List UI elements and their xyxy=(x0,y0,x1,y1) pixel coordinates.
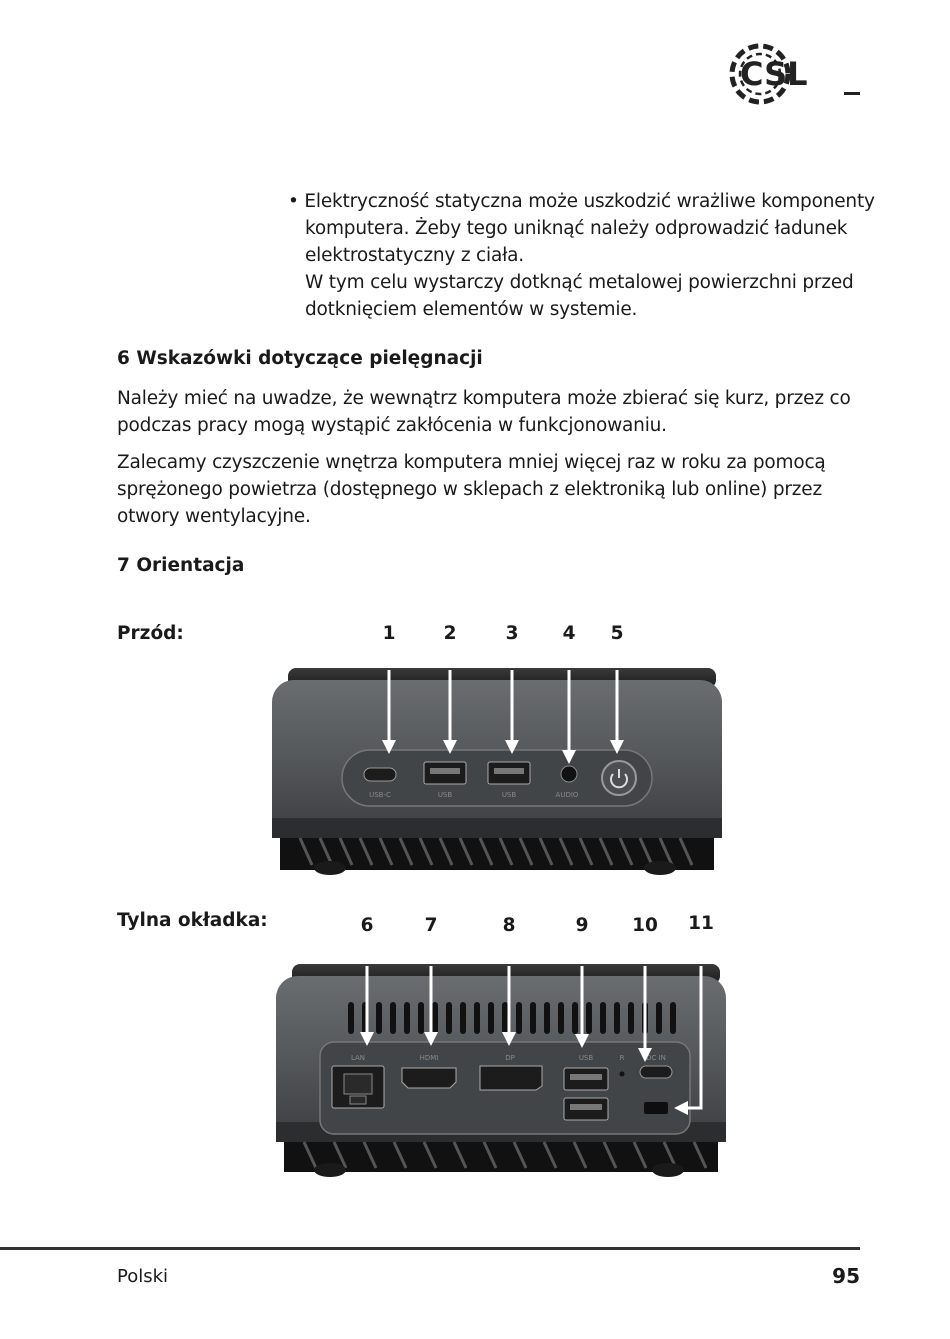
foot xyxy=(314,1163,346,1177)
static-electricity-note xyxy=(288,188,888,323)
csl-logo xyxy=(726,40,866,108)
dc-in-port xyxy=(640,1066,672,1078)
port-label: DP xyxy=(505,1054,515,1062)
para-line: Zalecamy czyszczenie wnętrza komputera mniej więcej raz w roku za pomocą xyxy=(117,452,826,473)
page-number: 95 xyxy=(832,1264,860,1288)
callout-number: 7 xyxy=(424,915,438,936)
back-label: Tylna okładka: xyxy=(117,910,268,931)
note-line: • Elektryczność statyczna może uszkodzić wrażliwe komponenty xyxy=(288,191,875,212)
front-label: Przód: xyxy=(117,623,184,644)
foot xyxy=(314,861,346,875)
footer-divider xyxy=(0,1247,860,1250)
section-6-heading: 6 Wskazówki dotyczące pielęgnacji xyxy=(117,348,483,369)
callout-number: 4 xyxy=(562,623,576,644)
note-line: dotknięciem elementów w systemie. xyxy=(305,299,638,320)
port-label: R xyxy=(619,1054,625,1062)
port-label: USB-C xyxy=(369,791,391,799)
port-label: USB xyxy=(437,791,453,799)
callout-number: 10 xyxy=(632,915,658,936)
port-label: LAN xyxy=(350,1054,366,1062)
port-label: AUDIO xyxy=(555,791,579,799)
callout-number: 9 xyxy=(575,915,589,936)
kensington-lock xyxy=(644,1102,668,1114)
foot xyxy=(644,861,676,875)
hdmi-port xyxy=(402,1068,456,1088)
callout-number: 8 xyxy=(502,915,516,936)
audio-jack xyxy=(561,766,577,782)
section-7-heading: 7 Orientacja xyxy=(117,555,245,576)
footer-language: Polski xyxy=(117,1266,169,1287)
callout-number: 2 xyxy=(443,623,457,644)
para-line: podczas pracy mogą wystąpić zakłócenia w funkcjonowaniu. xyxy=(117,415,667,436)
note-line: W tym celu wystarczy dotknąć metalowej powierzchni przed xyxy=(305,272,854,293)
note-line: komputera. Żeby tego uniknąć należy odprowadzić ładunek xyxy=(305,218,848,239)
para-line: sprężonego powietrza (dostępnego w sklepach z elektroniką lub online) przez xyxy=(117,479,822,500)
logo-text: CSL xyxy=(740,55,808,93)
port-label: HDMI xyxy=(419,1054,439,1062)
callout-number: 6 xyxy=(360,915,374,936)
device-back-view xyxy=(264,950,744,1190)
callout-number: 1 xyxy=(382,623,396,644)
callout-number: 5 xyxy=(610,623,624,644)
device-front-view xyxy=(260,650,740,890)
para-line: otwory wentylacyjne. xyxy=(117,506,311,527)
dp-port xyxy=(480,1066,542,1090)
care-paragraph-1 xyxy=(117,385,877,439)
reset-hole xyxy=(620,1072,625,1077)
bottom-vents xyxy=(284,1142,718,1172)
note-line: elektrostatyczny z ciała. xyxy=(305,245,524,266)
care-paragraph-2 xyxy=(117,449,877,530)
usb-c-port xyxy=(364,768,396,781)
callout-number: 3 xyxy=(505,623,519,644)
port-label: USB xyxy=(501,791,517,799)
callout-number: 11 xyxy=(688,913,714,934)
port-label: DC IN xyxy=(646,1054,666,1062)
port-label: USB xyxy=(578,1054,594,1062)
foot xyxy=(652,1163,684,1177)
para-line: Należy mieć na uwadze, że wewnątrz komputera może zbierać się kurz, przez co xyxy=(117,388,851,409)
